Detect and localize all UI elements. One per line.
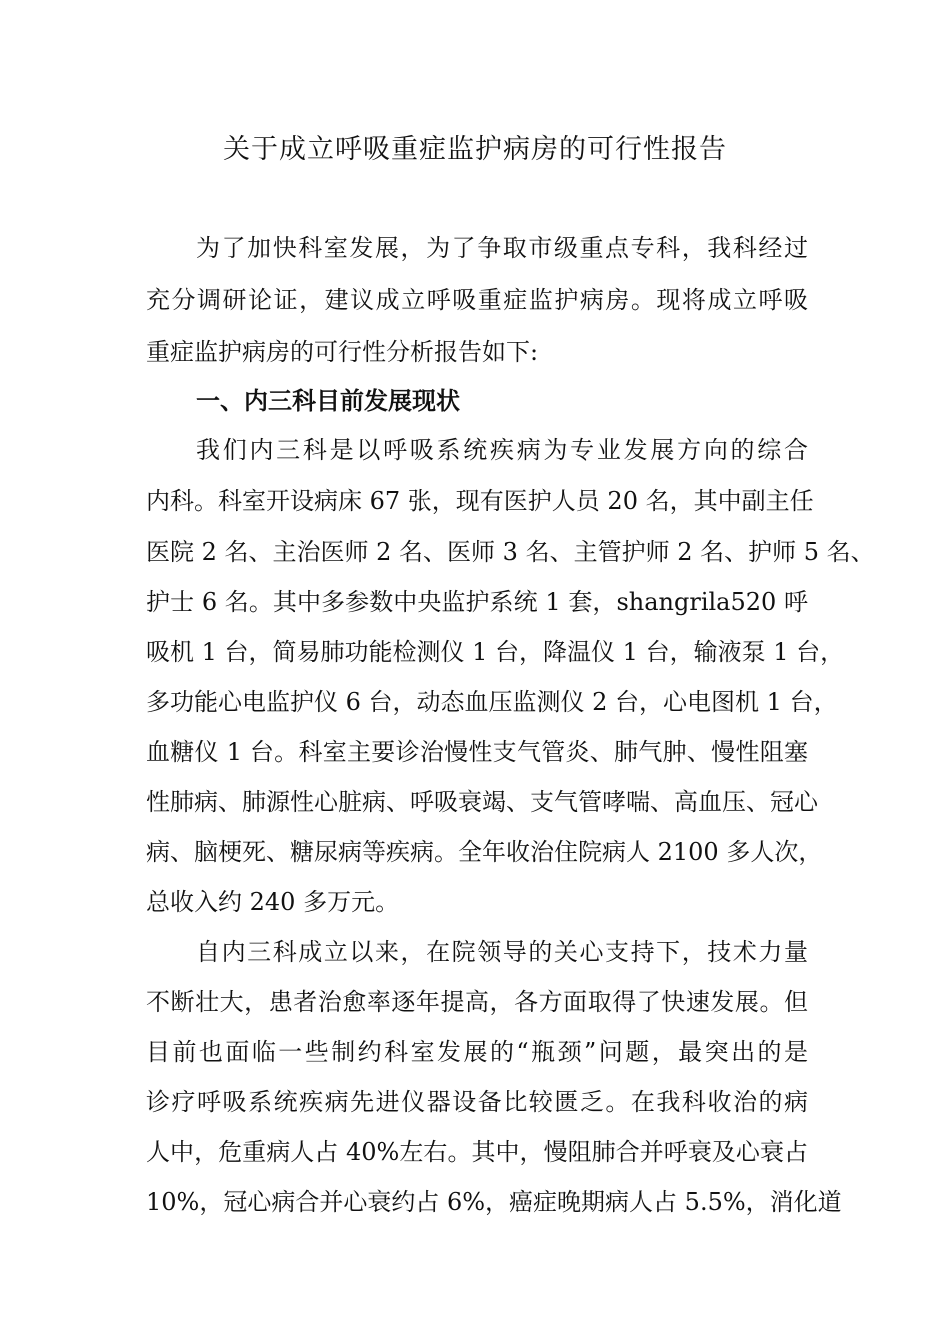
body-line: 医院 2 名、主治医师 2 名、医师 3 名、主管护师 2 名、护师 5 名、 xyxy=(146,538,875,566)
body-line: 血糖仪 1 台。科室主要诊治慢性支气管炎、肺气肿、慢性阻塞 xyxy=(146,738,808,766)
body-line: 人中，危重病人占 40%左右。其中，慢阻肺合并呼衰及心衰占 xyxy=(146,1138,808,1166)
intro-line: 充分调研论证，建议成立呼吸重症监护病房。现将成立呼吸 xyxy=(146,286,808,314)
body-line: 不断壮大，患者治愈率逐年提高，各方面取得了快速发展。但 xyxy=(146,988,808,1016)
body-line: 我们内三科是以呼吸系统疾病为专业发展方向的综合 xyxy=(196,436,808,464)
body-line: 病、脑梗死、糖尿病等疾病。全年收治住院病人 2100 多人次， xyxy=(146,838,823,866)
body-line: 总收入约 240 多万元。 xyxy=(146,888,400,916)
body-line: 自内三科成立以来，在院领导的关心支持下，技术力量 xyxy=(196,938,808,966)
body-line: 性肺病、肺源性心脏病、呼吸衰竭、支气管哮喘、高血压、冠心 xyxy=(146,788,818,816)
body-line: 吸机 1 台，简易肺功能检测仪 1 台，降温仪 1 台，输液泵 1 台， xyxy=(146,638,845,666)
body-line: 诊疗呼吸系统疾病先进仪器设备比较匮乏。在我科收治的病 xyxy=(146,1088,808,1116)
body-line: 护士 6 名。其中多参数中央监护系统 1 套，shangrila520 呼 xyxy=(146,588,808,616)
section-heading: 一、内三科目前发展现状 xyxy=(196,387,460,415)
document-title: 关于成立呼吸重症监护病房的可行性报告 xyxy=(223,134,727,165)
intro-line: 为了加快科室发展，为了争取市级重点专科，我科经过 xyxy=(196,234,808,262)
body-line: 多功能心电监护仪 6 台，动态血压监测仪 2 台，心电图机 1 台， xyxy=(146,688,838,716)
intro-line: 重症监护病房的可行性分析报告如下: xyxy=(146,338,539,366)
body-line: 10%，冠心病合并心衰约占 6%，癌症晚期病人占 5.5%，消化道 xyxy=(146,1188,842,1216)
body-line: 内科。科室开设病床 67 张，现有医护人员 20 名，其中副主任 xyxy=(146,487,814,515)
body-line: 目前也面临一些制约科室发展的“瓶颈”问题，最突出的是 xyxy=(146,1038,808,1066)
